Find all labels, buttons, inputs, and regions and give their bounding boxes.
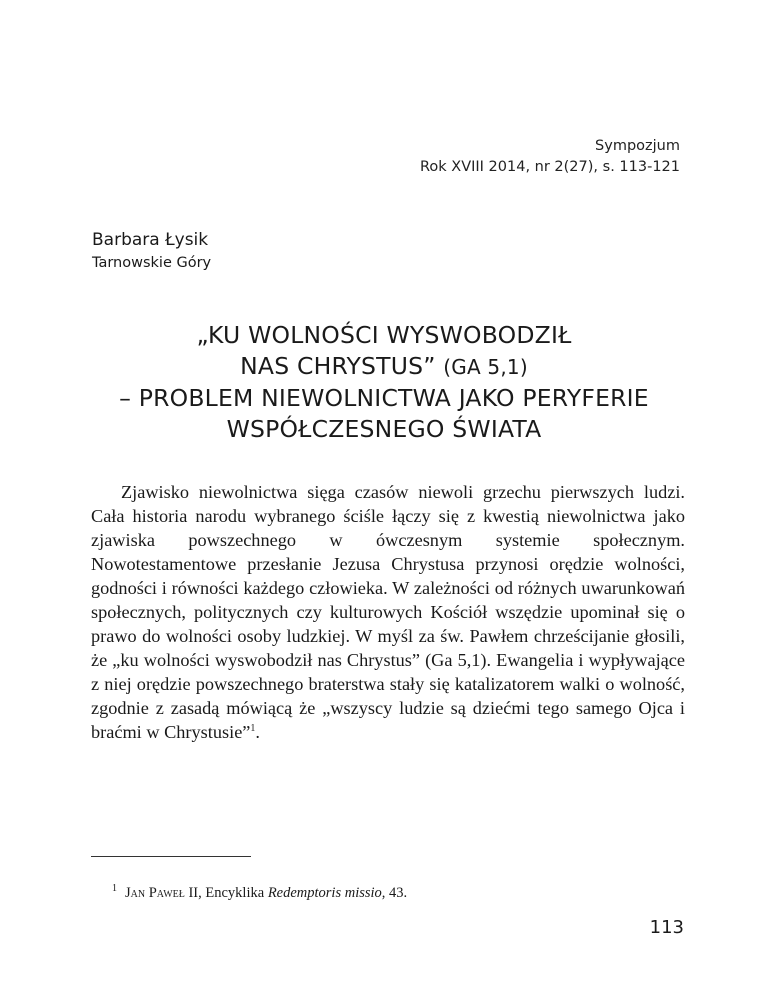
footnote-prefix: , Encyklika (198, 884, 268, 901)
title-line-1: „KU WOLNOŚCI WYSWOBODZIŁ (196, 321, 572, 349)
footnote-reference[interactable]: 1 (250, 722, 256, 734)
journal-header (420, 136, 680, 178)
journal-citation: Rok XVIII 2014, nr 2(27), s. 113-121 (419, 159, 680, 175)
footnote-suffix: , 43. (381, 884, 408, 901)
author-block (92, 228, 211, 274)
page-number: 113 (649, 917, 684, 938)
article-body (91, 480, 685, 744)
title-bible-reference: (GA 5,1) (443, 355, 528, 379)
paragraph-text: Zjawisko niewolnictwa sięga czasów niewoli grzechu pierwszych ludzi. Cała historia narodu wybranego ściśle łączy się z kwestią niewolnictwa jako zjawiska powszechnego w ówczesnym systemie społecznym. Nowotestamentowe przesłanie Jezusa Chrystusa przynosi orędzie wolności, godności i równości każdego człowieka. W zależności od różnych uwarunkowań społecznych, politycznych czy kulturowych Kościół wszędzie upominał się o prawo do wolności osoby ludzkiej. W myśl za św. Pawłem chrześcijanie głosili, że „ku wolności wyswobodził nas Chrystus” (Ga 5,1). Ewangelia i wypływające z niej orędzie powszechnego braterstwa stały się katalizatorem walki o wolność, zgodnie z zasadą mówiącą że „wszyscy ludzie są dziećmi tego samego Ojca i braćmi w Chrystusie” (91, 482, 685, 742)
title-line-3: – PROBLEM NIEWOLNICTWA JAKO PERYFERIE (119, 384, 649, 412)
title-line-2 (80, 351, 688, 383)
footnote-divider (91, 856, 251, 857)
article-title (80, 320, 688, 445)
footnote-work-title: Redemptoris missio (267, 884, 382, 901)
footnote (112, 879, 407, 903)
footnote-number: 1 (112, 883, 117, 894)
title-line-4: WSPÓŁCZESNEGO ŚWIATA (226, 415, 542, 443)
author-affiliation: Tarnowskie Góry (92, 255, 212, 271)
journal-name: Sympozjum (595, 138, 680, 154)
footnote-author: Jan Paweł II (125, 884, 199, 901)
body-paragraph: Zjawisko niewolnictwa sięga czasów niewoli grzechu pierwszych ludzi. Cała historia narodu wybranego ściśle łączy się z kwestią niewolnictwa jako zjawiska powszechnego w ówczesnym systemie społecznym. Nowotestamentowe przesłanie Jezusa Chrystusa przynosi orędzie wolności, godności i równości każdego człowieka. W zależności od różnych uwarunkowań społecznych, politycznych czy kulturowych Kościół wszędzie upominał się o prawo do wolności osoby ludzkiej. W myśl za św. Pawłem chrześcijanie głosili, że „ku wolności wyswobodził nas Chrystus” (Ga 5,1). Ewangelia i wypływające z niej orędzie powszechnego braterstwa stały się katalizatorem walki o wolność, zgodnie z zasadą mówiącą że „wszyscy ludzie są dziećmi tego samego Ojca i braćmi w Chrystusie”$^1$. (91, 482, 685, 742)
title-line-2-main: NAS CHRYSTUS” (240, 352, 436, 380)
author-name: Barbara Łysik (92, 230, 209, 250)
